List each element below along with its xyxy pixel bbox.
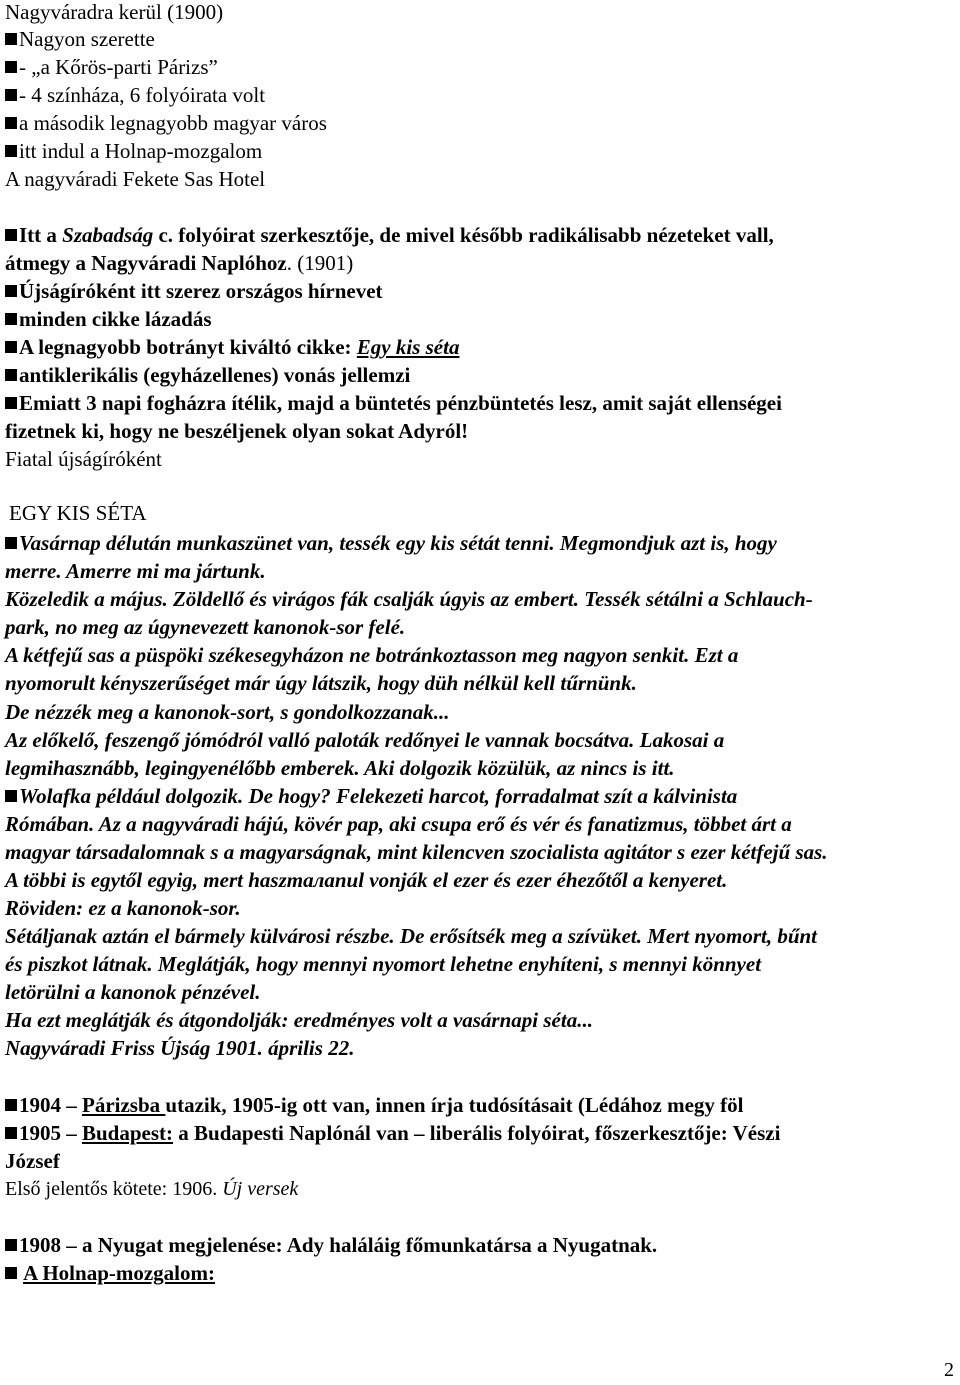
bullet-line [5,334,459,360]
bullet-square-icon [5,229,17,241]
line-text: és piszkot látnak. Meglátják, hogy mennyi nyomort lehetne enyhíteni, s mennyi könnyet [5,952,762,976]
text-line [5,166,265,192]
article-line [5,755,675,781]
place-link: Budapest: [82,1121,174,1145]
line-text: átmegy a Nagyváradi Naplóhoz [5,251,287,275]
article-line [5,867,727,893]
article-line [5,586,813,612]
line-text: A legnagyobb botrányt kiváltó cikke: [19,335,357,359]
bullet-line [5,306,212,332]
bullet-square-icon [5,369,17,381]
article-line [5,670,637,696]
bullet-square-icon [5,33,17,45]
bullet-line [5,278,383,304]
line-text: antiklerikális (egyházellenes) vonás jellemzi [19,363,411,387]
line-text: fizetnek ki, hogy ne beszéljenek olyan sokat Adyról! [5,419,469,443]
bullet-square-icon [5,1099,17,1111]
line-text: nyomorult kényszerűséget már úgy látszik, hogy düh nélkül kell tűrnünk. [5,671,637,695]
line-text: A kétfejű sas a püspöki székesegyházon ne botránkoztasson meg nagyon senkit. Ezt a [5,643,739,667]
line-text: De nézzék meg a kanonok-sort, s gondolkozzanak... [5,700,450,724]
page-number: 2 [944,1359,954,1381]
bullet-square-icon [5,313,17,325]
line-text: Első jelentős kötete: 1906. [5,1178,223,1200]
bullet-line [5,222,774,248]
article-line [5,558,266,584]
bullet-square-icon [5,1239,17,1251]
line-text: Fiatal újságíróként [5,447,162,471]
bullet-square-icon [5,285,17,297]
line-text: A nagyváradi Fekete Sas Hotel [5,167,266,191]
line-text: Nagyváradi Friss Újság 1901. április 22. [5,1036,355,1060]
line-text: a második legnagyobb magyar város [19,111,327,135]
line-text: Wolafka például dolgozik. De hogy? Felekezeti harcot, forradalmat szít a kálvinista [19,784,738,808]
bullet-line [5,362,410,388]
bullet-line [5,1260,215,1286]
bullet-square-icon [5,537,17,549]
bullet-square-icon [5,89,17,101]
line-text: Emiatt 3 napi fogházra ítélik, majd a büntetés pénzbüntetés lesz, amit saját ellenségei [19,391,782,415]
text-line [5,0,223,25]
line-text: - „a Kőrös-parti Párizs” [19,55,218,79]
line-text: a Budapesti Naplónál van – liberális folyóirat, főszerkesztője: Vészi [173,1121,781,1145]
line-text: merre. Amerre mi ma jártunk. [5,559,266,583]
bullet-line [5,26,155,52]
section-heading: A Holnap-mozgalom: [23,1261,216,1285]
article-line [5,811,792,837]
article-line [5,1007,593,1033]
journal-title: Szabadság [62,223,154,247]
line-text: A többi is egytől egyig, mert haszталanul vonják el ezer és ezer éhezőtől a kenyeret. [5,868,728,892]
line-text: - 4 színháza, 6 folyóirata volt [19,83,266,107]
line-text: Itt a [19,223,63,247]
line-text: c. folyóirat szerkesztője, de mivel később radikálisabb nézeteket vall, [153,223,774,247]
place-link: Párizsba [82,1093,166,1117]
article-line [5,727,724,753]
line-text: minden cikke lázadás [19,307,212,331]
bullet-line [5,54,218,80]
line-text: itt indul a Holnap-mozgalom [19,139,263,163]
bullet-line [5,82,265,108]
line-text: Nagyváradra kerül (1900) [5,0,224,24]
bullet-square-icon [5,145,17,157]
bullet-line [5,110,327,136]
line-text: Ha ezt meglátják és átgondolják: eredményes volt a vasárnapi séta... [5,1008,593,1032]
article-line [5,642,738,668]
article-line [5,979,261,1005]
article-link: Egy kis séta [356,335,460,359]
line-text: EGY KIS SÉTA [9,501,147,525]
line-text: Az előkelő, feszengő jómódról valló paloták redőnyei le vannak bocsátva. Lakosai a [5,728,725,752]
bullet-square-icon [5,397,17,409]
line-text: Rómában. Az a nagyváradi hájú, kövér pap, aki csupa erő és vér és fanatizmus, többet árt a [5,812,792,836]
bullet-square-icon [5,790,17,802]
article-line [5,951,761,977]
line-text: 1905 – [19,1121,82,1145]
bullet-line [5,783,737,809]
article-title [9,500,147,526]
line-text: József [5,1149,60,1173]
line-text: Röviden: ez a kanonok-sor. [5,896,241,920]
line-text: 1904 – [19,1093,82,1117]
article-line [5,895,241,921]
book-title: Új versek [222,1178,299,1200]
text-line [5,1148,60,1174]
article-line [5,614,405,640]
text-line [5,418,468,444]
article-line [5,699,450,725]
bullet-line [5,390,782,416]
line-text: 1908 – a Nyugat megjelenése: Ady haláláig főmunkatársa a Nyugatnak. [19,1233,658,1257]
article-line [5,839,828,865]
bullet-line [5,138,262,164]
line-text: Közeledik a május. Zöldellő és virágos fák csalják úgyis az embert. Tessék sétálni a Schlauch- [5,587,813,611]
line-text: utazik, 1905-ig ott van, innen írja tudósításait (Lédához megy föl [165,1093,744,1117]
line-text: letörülni a kanonok pénzével. [5,980,261,1004]
line-text: Vasárnap délután munkaszünet van, tessék egy kis sétát tenni. Megmondjuk azt is, hogy [19,531,777,555]
text-line [5,1176,298,1202]
line-text: park, no meg az úgynevezett kanonok-sor felé. [5,615,406,639]
bullet-line [5,1092,744,1118]
line-text: legmihasznább, legingyenélőbb emberek. Aki dolgozik közülük, az nincs is itt. [5,756,675,780]
bullet-square-icon [5,1267,17,1279]
text-line [5,250,353,276]
article-line [5,923,817,949]
line-text: Sétáljanak aztán el bármely külvárosi részbe. De erősítsék meg a szívüket. Mert nyomort, bűnt [5,924,818,948]
bullet-line [5,530,777,556]
line-text: magyar társadalomnak s a magyarságnak, mint kilencven szocialista agitátor s ezer kétfejű sas. [5,840,828,864]
bullet-square-icon [5,1127,17,1139]
bullet-square-icon [5,341,17,353]
bullet-line [5,1232,657,1258]
line-text: Nagyon szerette [19,27,155,51]
bullet-square-icon [5,61,17,73]
article-source [5,1035,354,1061]
bullet-line [5,1120,780,1146]
bullet-square-icon [5,117,17,129]
line-text: Újságíróként itt szerez országos hírnevet [19,279,383,303]
text-line [5,446,162,472]
line-text: . (1901) [286,251,354,275]
